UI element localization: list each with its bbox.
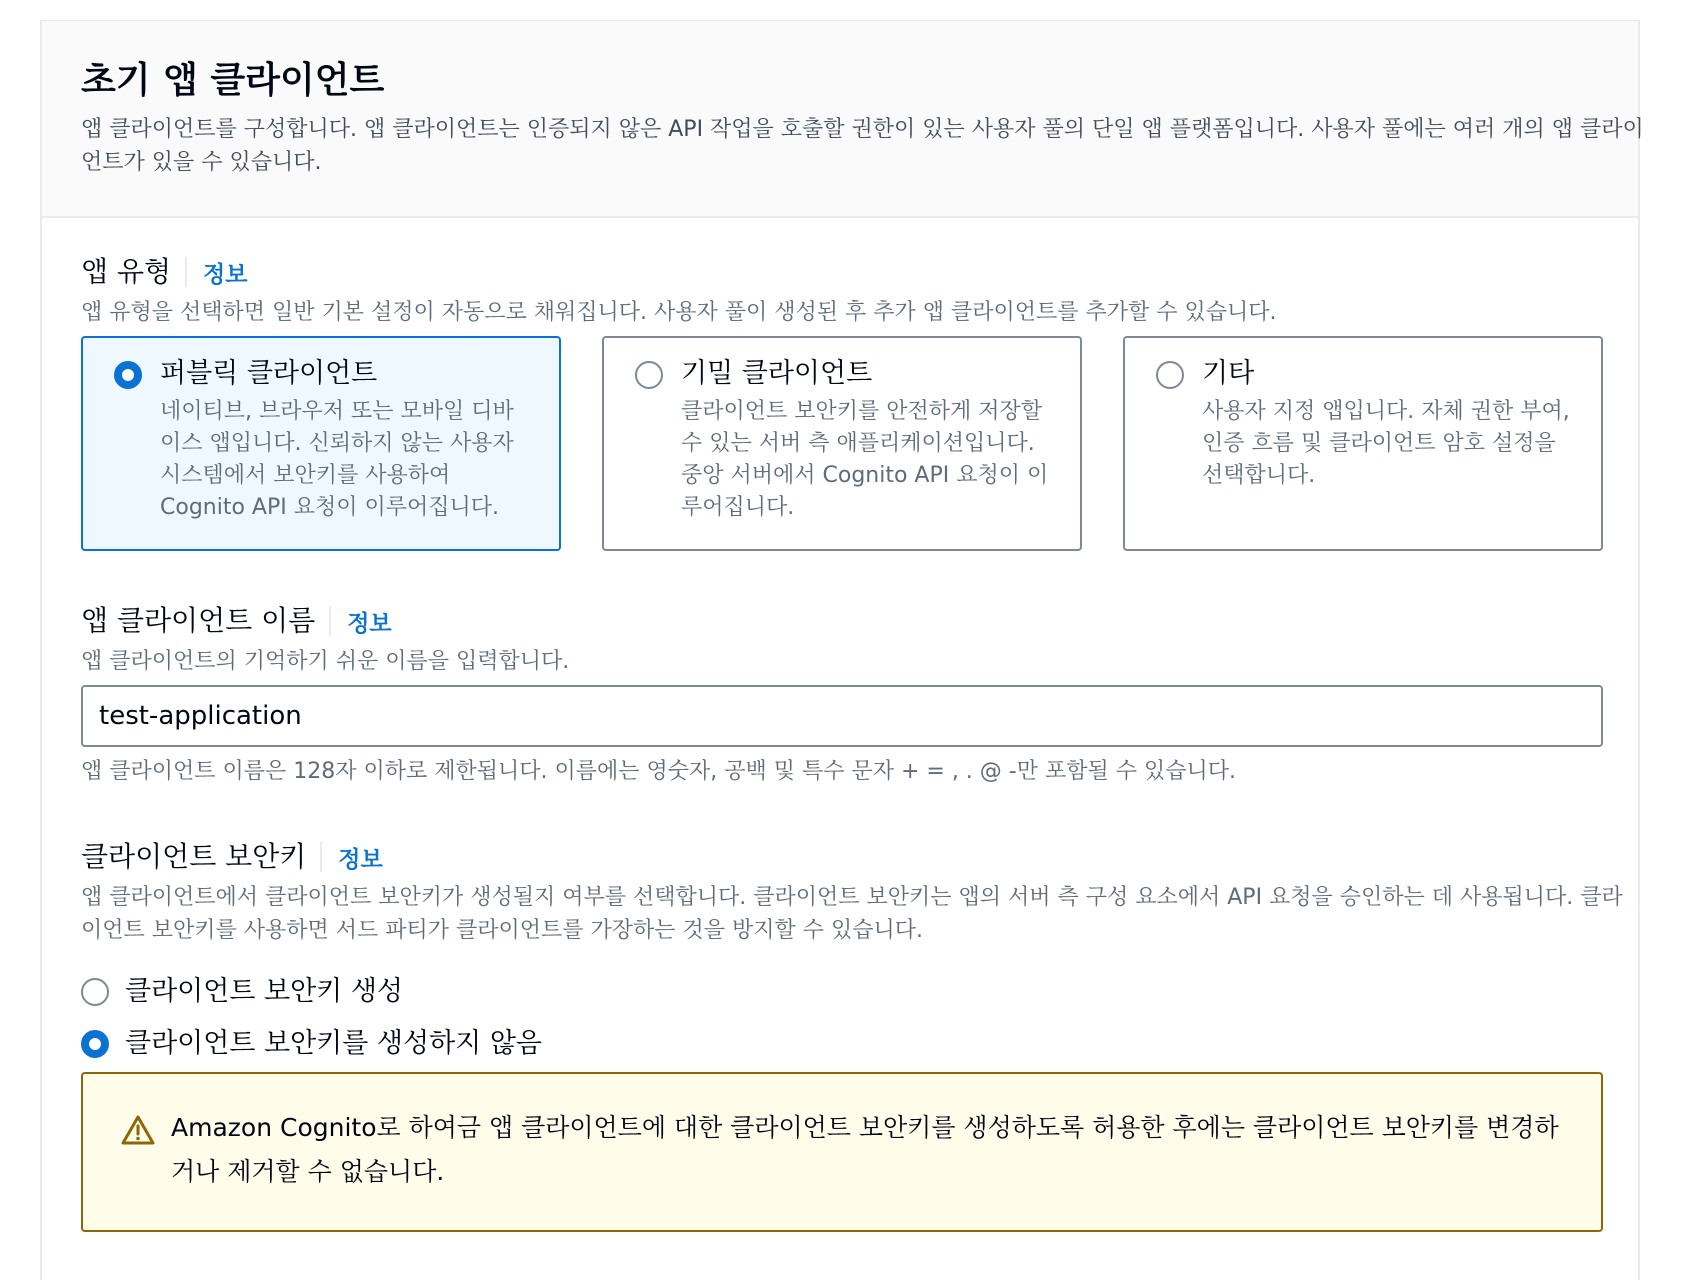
app-type-tile-other[interactable] (1123, 336, 1603, 551)
client-name-description: 앱 클라이언트의 기억하기 쉬운 이름을 입력합니다. (81, 649, 570, 674)
client-secret-label: 클라이언트 보안키 (81, 840, 307, 873)
app-type-label-row (81, 254, 247, 290)
panel-header (42, 21, 1644, 218)
client-name-info-link[interactable]: 정보 (347, 610, 392, 637)
client-secret-info-link[interactable]: 정보 (338, 846, 383, 873)
warning-text: Amazon Cognito로 하여금 앱 클라이언트에 대한 클라이언트 보안키를 생성하도록 허용한 후에는 클라이언트 보안키를 변경하거나 제거할 수 없습니다. (171, 1113, 1559, 1186)
client-name-constraint: 앱 클라이언트 이름은 128자 이하로 제한됩니다. 이름에는 영숫자, 공백 및 특수 문자 + = , . @ -만 포함될 수 있습니다. (81, 759, 1236, 784)
client-name-label-row (81, 603, 392, 639)
tile-description: 네이티브, 브라우저 또는 모바일 디바이스 앱입니다. 신뢰하지 않는 사용자 시스템에서 보안키를 사용하여 Cognito API 요청이 이루어집니다. (160, 399, 514, 520)
tile-title: 퍼블릭 클라이언트 (160, 358, 378, 389)
tile-title: 기타 (1202, 358, 1255, 389)
info-separator (329, 606, 331, 636)
app-type-label: 앱 유형 (81, 255, 172, 288)
radio-no-secret[interactable] (81, 1030, 109, 1058)
radio-option-generate-secret[interactable] (81, 972, 403, 1012)
radio-other[interactable] (1156, 361, 1184, 389)
app-type-tile-public-client[interactable] (81, 336, 561, 551)
client-secret-description: 앱 클라이언트에서 클라이언트 보안키가 생성될지 여부를 선택합니다. 클라이언트 보안키는 앱의 서버 측 구성 요소에서 API 요청을 승인하는 데 사용됩니다. 클라이언트 보안키를 사용하면 서드 파티가 클라이언트를 가장하는 것을 방지할 수 있습니다. (81, 885, 1623, 943)
radio-generate-secret[interactable] (81, 978, 109, 1006)
warning-icon (121, 1114, 155, 1146)
info-separator (185, 257, 187, 287)
info-separator (320, 842, 322, 872)
warning-alert (81, 1072, 1603, 1232)
initial-app-client-panel (40, 20, 1644, 1280)
tile-description: 사용자 지정 앱입니다. 자체 권한 부여, 인증 흐름 및 클라이언트 암호 설정을 선택합니다. (1202, 399, 1570, 488)
app-type-tile-confidential-client[interactable] (602, 336, 1082, 551)
tile-title: 기밀 클라이언트 (681, 358, 873, 389)
tile-description: 클라이언트 보안키를 안전하게 저장할 수 있는 서버 측 애플리케이션입니다. 중앙 서버에서 Cognito API 요청이 이루어집니다. (681, 399, 1049, 520)
panel-title: 초기 앱 클라이언트 (81, 60, 385, 101)
client-secret-label-row (81, 839, 383, 875)
client-name-input[interactable] (81, 685, 1603, 747)
client-name-label: 앱 클라이언트 이름 (81, 604, 316, 637)
radio-option-label: 클라이언트 보안키를 생성하지 않음 (125, 1028, 542, 1059)
app-type-info-link[interactable]: 정보 (203, 261, 248, 288)
radio-option-label: 클라이언트 보안키 생성 (125, 976, 403, 1007)
radio-option-no-secret[interactable] (81, 1024, 542, 1064)
app-type-description: 앱 유형을 선택하면 일반 기본 설정이 자동으로 채워집니다. 사용자 풀이 생성된 후 추가 앱 클라이언트를 추가할 수 있습니다. (81, 300, 1277, 325)
radio-public-client[interactable] (114, 361, 142, 389)
radio-confidential-client[interactable] (635, 361, 663, 389)
panel-description: 앱 클라이언트를 구성합니다. 앱 클라이언트는 인증되지 않은 API 작업을 호출할 권한이 있는 사용자 풀의 단일 앱 플랫폼입니다. 사용자 풀에는 여러 개의 앱 클라이언트가 있을 수 있습니다. (81, 117, 1644, 175)
